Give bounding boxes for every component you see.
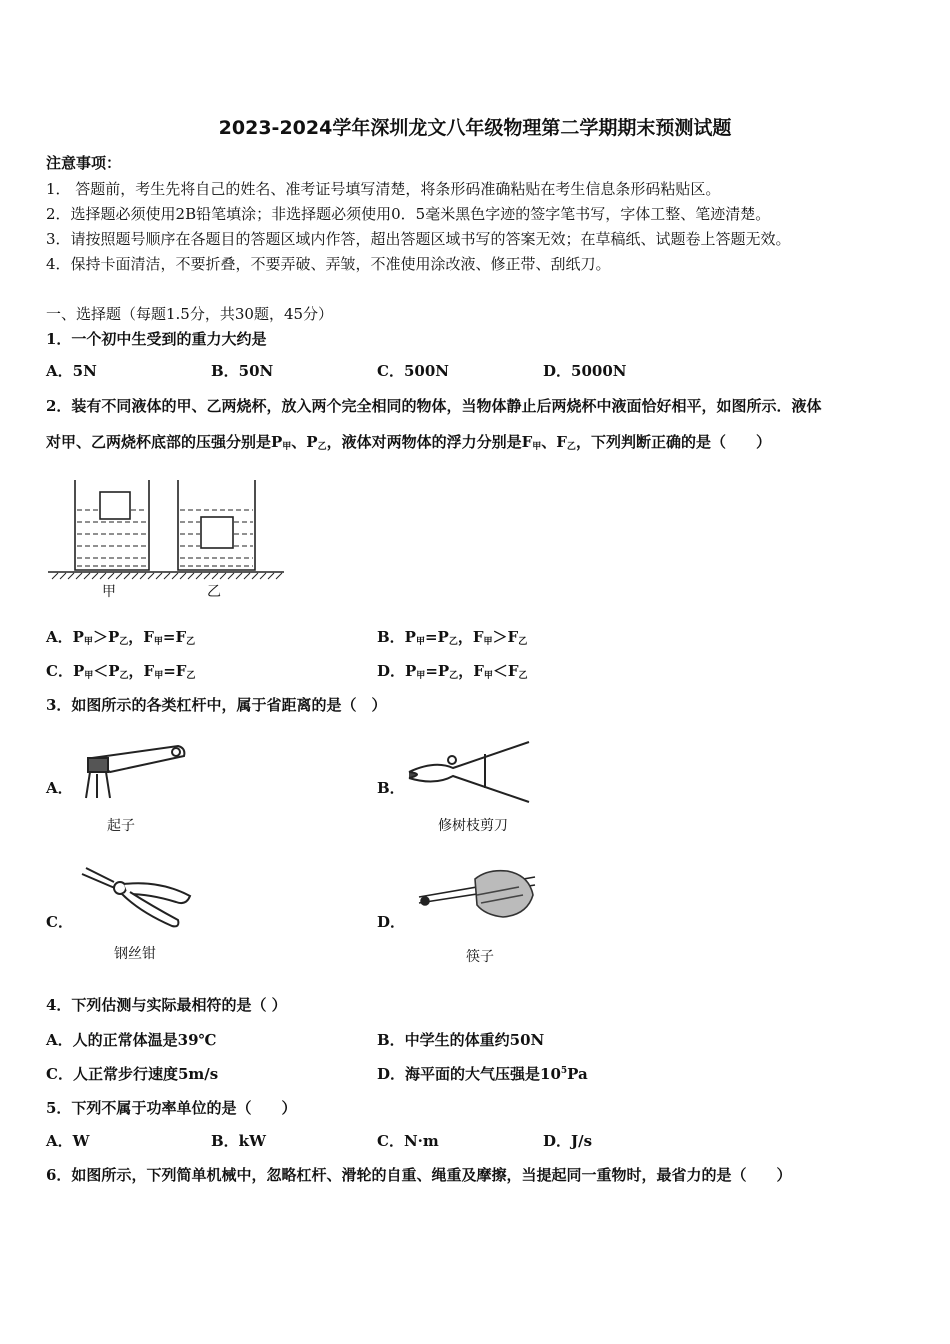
q1-option-b: B．50N: [211, 362, 274, 380]
notice-item: 4．保持卡面清洁，不要折叠，不要弄破、弄皱，不准使用涂改液、修正带、刮纸刀。: [46, 255, 611, 273]
question-3-stem: 3．如图所示的各类杠杆中，属于省距离的是（ ）: [46, 696, 387, 714]
question-1-stem: 1．一个初中生受到的重力大约是: [46, 330, 267, 348]
q2-option-c: C．$P_甲<P_乙$，$F_甲=F_乙$: [46, 662, 196, 681]
chopsticks-icon: [415, 865, 540, 925]
q1-option-a: A．5N: [46, 362, 97, 380]
q5-option-a: A．W: [46, 1132, 90, 1150]
q2-option-d: D．$P_甲=P_乙$，$F_甲<F_乙$: [377, 662, 528, 681]
notice-heading: 注意事项：: [46, 154, 122, 172]
q4-option-b: B．中学生的体重约50N: [377, 1031, 545, 1049]
q3-option-b: B．: [377, 779, 405, 797]
q3-option-c: C．: [46, 913, 73, 931]
q5-option-d: D．J/s: [543, 1132, 593, 1150]
section-heading: 一、选择题（每题1.5分，共30题，45分）: [46, 305, 334, 323]
q2-option-a: A．$P_甲>P_乙$，$F_甲=F_乙$: [46, 628, 196, 647]
beaker-label-jia: 甲: [102, 584, 116, 600]
q3-option-d: D．: [377, 913, 406, 931]
beaker-label-yi: 乙: [207, 584, 221, 600]
beakers-figure: [44, 476, 289, 581]
object-jia: [100, 492, 130, 519]
q4-option-d: D．海平面的大气压强是$10^5Pa$: [377, 1065, 588, 1083]
question-2-line2: 对甲、乙两烧杯底部的压强分别是$P_甲$、$P_乙$，液体对两物体的浮力分别是$F_甲$、$F_乙$，下列判断正确的是（ ）: [46, 433, 771, 452]
question-5-stem: 5．下列不属于功率单位的是（ ）: [46, 1099, 297, 1117]
q1-option-c: C．500N: [377, 362, 449, 380]
q5-option-b: B．kW: [211, 1132, 266, 1150]
q1-option-d: D．5000N: [543, 362, 627, 380]
notice-item: 2．选择题必须使用2B铅笔填涂；非选择题必须使用0．5毫米黑色字迹的签字笔书写，字体工整、笔迹清楚。: [46, 205, 771, 223]
question-2-line1: 2．装有不同液体的甲、乙两烧杯，放入两个完全相同的物体，当物体静止后两烧杯中液面恰好相平，如图所示．液体: [46, 397, 822, 415]
q4-option-a: A．人的正常体温是39℃: [46, 1031, 217, 1049]
q3-option-a: A．: [46, 779, 73, 797]
q2-option-b: B．$P_甲=P_乙$，$F_甲>F_乙$: [377, 628, 528, 647]
question-4-stem: 4．下列估测与实际最相符的是（ ）: [46, 996, 287, 1014]
question-6-stem: 6．如图所示，下列简单机械中，忽略杠杆、滑轮的自重、绳重及摩擦，当提起同一重物时，最省力的是（ ）: [46, 1166, 792, 1184]
q4-option-c: C．人正常步行速度5m/s: [46, 1065, 219, 1083]
q3-caption-c: 钢丝钳: [114, 946, 156, 962]
notice-item: 3．请按照题号顺序在各题目的答题区域内作答，超出答题区域书写的答案无效；在草稿纸、试题卷上答题无效。: [46, 230, 791, 248]
q3-caption-d: 筷子: [466, 949, 494, 965]
bottle-opener-icon: [80, 740, 190, 805]
q3-caption-a: 起子: [107, 818, 135, 834]
page-title: 2023-2024学年深圳龙文八年级物理第二学期期末预测试题: [218, 117, 732, 139]
q5-option-c: C．N·m: [377, 1132, 439, 1150]
notice-item: 1． 答题前，考生先将自己的姓名、准考证号填写清楚，将条形码准确粘贴在考生信息条形码粘贴区。: [46, 180, 721, 198]
q3-caption-b: 修树枝剪刀: [438, 818, 508, 834]
pruning-shears-icon: [405, 738, 535, 808]
pliers-icon: [80, 866, 195, 936]
object-yi: [201, 517, 233, 548]
